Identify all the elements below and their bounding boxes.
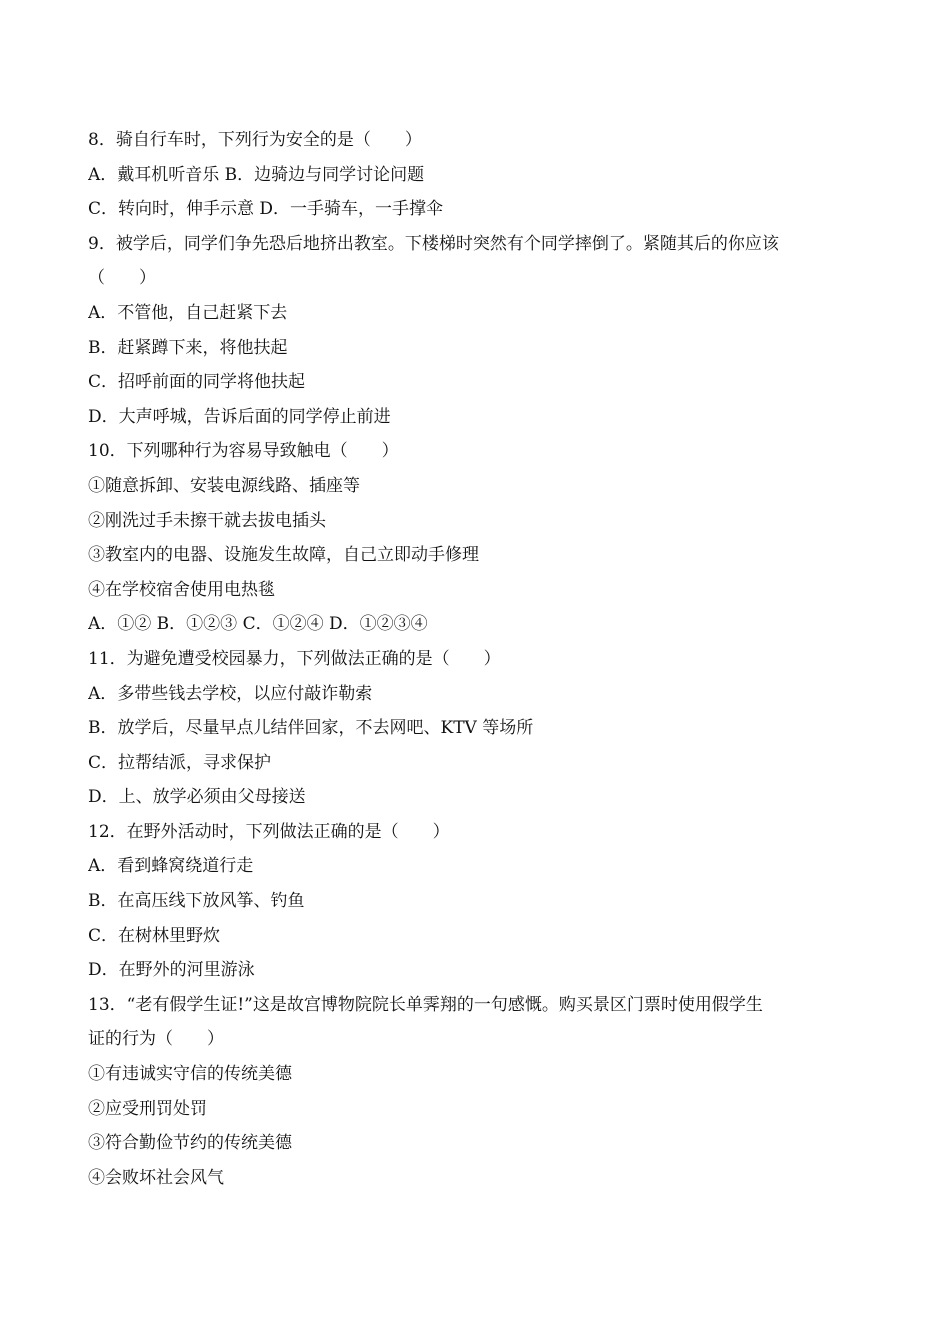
q10-item-4: ④在学校宿舍使用电热毯 (88, 579, 275, 600)
q11-option-a: A．多带些钱去学校，以应付敲诈勒索 (88, 683, 373, 704)
q12-stem: 12．在野外活动时，下列做法正确的是（ ） (88, 821, 450, 842)
q11-option-c: C．拉帮结派，寻求保护 (88, 752, 272, 773)
question-text-block (88, 123, 878, 1195)
q11-stem: 11．为避免遭受校园暴力，下列做法正确的是（ ） (88, 648, 501, 669)
q13-item-3: ③符合勤俭节约的传统美德 (88, 1133, 292, 1154)
q9-option-a: A．不管他，自己赶紧下去 (88, 302, 288, 323)
q10-item-1: ①随意拆卸、安装电源线路、插座等 (88, 475, 360, 496)
q9-stem: 9．被学后，同学们争先恐后地挤出教室。下楼梯时突然有个同学摔倒了。紧随其后的你应该 (88, 233, 779, 254)
q12-option-c: C．在树林里野炊 (88, 925, 221, 946)
q12-option-a: A．看到蜂窝绕道行走 (88, 856, 254, 877)
q10-item-3: ③教室内的电器、设施发生故障，自己立即动手修理 (88, 545, 479, 566)
q9-option-d: D．大声呼城，告诉后面的同学停止前进 (88, 406, 391, 427)
q10-stem: 10．下列哪种行为容易导致触电（ ） (88, 441, 399, 462)
q11-option-d: D．上、放学必须由父母接送 (88, 787, 306, 808)
q13-stem-continued: 证的行为（ ） (88, 1029, 224, 1050)
q13-item-2: ②应受刑罚处罚 (88, 1098, 207, 1119)
q8-options-ab: A．戴耳机听音乐 B．边骑边与同学讨论问题 (88, 164, 425, 185)
q12-option-d: D．在野外的河里游泳 (88, 960, 255, 981)
q13-stem: 13．“老有假学生证!”这是故宫博物院院长单霁翔的一句感慨。购买景区门票时使用假学生 (88, 994, 763, 1015)
q8-stem: 8．骑自行车时，下列行为安全的是（ ） (88, 130, 422, 150)
q9-option-c: C．招呼前面的同学将他扶起 (88, 372, 306, 393)
q9-option-b: B．赶紧蹲下来，将他扶起 (88, 337, 288, 358)
q13-item-4: ④会败坏社会风气 (88, 1167, 224, 1188)
q10-options: A．①② B．①②③ C．①②④ D．①②③④ (88, 614, 428, 635)
q10-item-2: ②刚洗过手未擦干就去拔电插头 (88, 510, 326, 531)
q13-item-1: ①有违诚实守信的传统美德 (88, 1064, 292, 1085)
q9-stem-continued: （ ） (88, 268, 156, 289)
q11-option-b: B．放学后，尽量早点儿结伴回家，不去网吧、KTV 等场所 (88, 718, 534, 739)
q12-option-b: B．在高压线下放风筝、钓鱼 (88, 891, 305, 912)
q8-options-cd: C．转向时，伸手示意 D．一手骑车，一手撑伞 (88, 199, 444, 220)
